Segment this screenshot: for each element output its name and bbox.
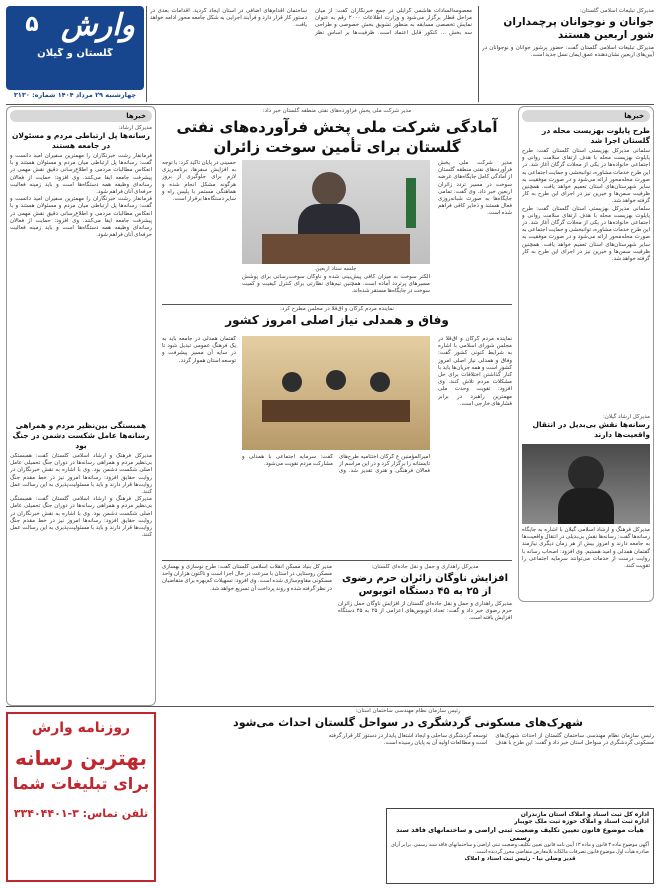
bottom-text: رئیس سازمان نظام مهندسی ساختمان گلستان از احداث شهرک‌های مسکونی گردشگری در سواحل استان خبر داد و گفت: این طرح با هدف توسعه گردشگری ساحلی و ایجاد اشتغال پایدار در دستور کار قرار گرفته است و مطالعات اولیه آن به پایان رسیده است. — [328, 733, 654, 747]
middle-col1: نماینده مردم گرگان و آق‌قلا در مجلس شورای اسلامی با اشاره به شرایط کنونی کشور گفت: وفاق و همدلی نیاز اصلی امروز کشور است و همه جریان‌ها باید با کنار گذاشتن اختلافات برای حل مشکلات مردم تلاش کنند. وی افزود: تقویت وحدت ملی مهمترین راهبرد در برابر فشارهای خارجی است. — [438, 336, 512, 407]
top-left-article-text: معصومه‌السادات هاشمی گرایلی در جمع خبرنگاران گفت: از میان مراحل قطار برگزار می‌شود و وزارت اطلاعات ۲۰۰۰ رقم به عنوان نمایش تخصصی مسابقه به منظور تشویق بخش خصوصی و طراحی سه بخش ... کنکور قابل اعتماد است. ظرفیت‌ها بر اساس نظر ساختمان اقدام‌های اضافی در استان ایجاد گردید. اقدامات بعدی در دستور کار قرار دارد و فرآیند اجرایی به شکل جامعه محور ادامه خواهد یافت. — [150, 8, 472, 36]
top-right-article — [482, 6, 654, 102]
masthead-logo: وارش — [61, 8, 135, 43]
lead-col2: الکتر سوخت به میزان کافی پیش‌بینی شده و ناوگان سوخت‌رسانی برای پوشش مسیرهای پرتردد آماده است. همچنین تیم‌های نظارتی برای کنترل کیفیت و کمیت سوخت در جایگاه‌ها مستقر شده‌اند. — [242, 274, 430, 295]
middle-photo — [242, 336, 430, 450]
issue-label: شماره: — [32, 91, 56, 99]
left-item2-title: همبستگی بین‌نظیر مردم و همراهی رسانه‌ها عامل شکست دشمن در جنگ بود — [12, 421, 150, 450]
left-item1-text — [10, 153, 152, 415]
ad-line2: بهترین رسانه — [14, 746, 148, 770]
news-item1-text — [522, 148, 650, 410]
news-item1-body: سلمانی مدیرکل بهزیستی استان گلستان گفت: طرح پایلوت بهزیست محله با هدف ارتقای سلامت روانی و اجتماعی خانواده‌ها در یکی از محلات گرگان آغاز شد. در این طرح خدمات مشاوره، توانبخشی و حمایت اجتماعی به صورت محله‌محور ارائه می‌شود و در صورت موفقیت به سایر شهرستان‌های استان تعمیم خواهد یافت. همچنین ظرفیت سمن‌ها و خیرین نیز در اجرای این طرح به کار گرفته خواهد شد. — [522, 148, 650, 205]
lower-mid-article — [338, 564, 512, 702]
news-box — [518, 106, 654, 602]
lead-caption: جلسه ستاد اربعین — [315, 266, 357, 272]
bottom-kicker: رئیس سازمان نظام مهندسی ساختمان استان: — [355, 708, 461, 714]
lower-mid-title: افزایش ناوگان زائران حرم رضوی از ۲۵ به ۴۵ دستگاه اتوبوس — [341, 573, 508, 597]
left-item2-body: مدیرکل فرهنگ و ارشاد اسلامی گلستان گفت: همبستگی بی‌نظیر مردم و همراهی رسانه‌ها در دوران جنگ تحمیلی عامل اصلی شکست دشمن بود. وی با اشاره به نقش خبرنگاران در روایت حقایق افزود: رسانه‌ها امروز نیز در خط مقدم جنگ روایت‌ها قرار دارند و باید با مسئولیت‌پذیری به این رسالت عمل کنند. — [10, 453, 152, 496]
page-number: ۵ — [25, 12, 39, 37]
top-left-article — [150, 8, 472, 100]
bottom-story — [162, 708, 654, 808]
lower-left-article: مدیر کل بنیاد مسکن انقلاب اسلامی گلستان گفت: طرح نوسازی و بهسازی مسکن روستایی در استان با سرعت در حال اجرا است و تاکنون هزاران واحد مسکونی مقاوم‌سازی شده است. وی افزود: تسهیلات کم‌بهره برای متقاضیان در نظر گرفته شده و روند پرداخت آن تسریع خواهد شد. — [162, 564, 332, 592]
legal-dept: اداره ثبت اسناد و املاک حوزه ثبت ملک جویبار — [514, 818, 649, 825]
lower-mid-text: مدیرکل راهداری و حمل و نقل جاده‌ای گلستان از افزایش ناوگان حمل زائران حرم رضوی خبر داد و گفت: تعداد اتوبوس‌های اعزامی از ۲۵ به ۴۵ دستگاه افزایش یافته است. — [338, 601, 512, 622]
middle-title: وفاق و همدلی نیاز اصلی امروز کشور — [225, 313, 449, 327]
legal-text: آگهی موضوع ماده ۳ قانون و ماده ۱۳ آیین نامه قانون تعیین تکلیف وضعیت ثبتی اراضی و ساختمانهای فاقد سند رسمی. برابر آرای صادره هیأت اول موضوع قانون تصرفات مالکانه بلامعارض متقاضی محرز گردیده است. — [391, 842, 649, 855]
lead-photo — [242, 160, 430, 264]
ad-box — [6, 712, 156, 882]
masthead — [6, 6, 144, 90]
masthead-dateline — [6, 91, 144, 103]
news-item1-title: طرح پایلوت بهزیست محله در گلستان اجرا شد — [542, 126, 650, 145]
middle-kicker: نماینده مردم گرگان و آق‌قلا در مجلس مطرح کرد: — [280, 306, 394, 312]
lead-title: آمادگی شرکت ملی پخش فرآورده‌های نفتی گلستان برای تأمین سوخت زائران — [176, 118, 498, 156]
ad-line3: برای تبلیغات شما — [12, 774, 150, 793]
legal-office: اداره کل ثبت اسناد و املاک استان مازندران — [520, 811, 649, 818]
middle-col2: امیرالمؤمنین ع گرگان اختتامیه طرح‌های تابستانه را برگزار کرد و در این مراسم از فعالان فرهنگی و هنری تقدیر شد. وی گفت: سرمایه اجتماعی با همدلی و مشارکت مردم تقویت می‌شود. — [242, 454, 430, 475]
news-item1-body-cont: سلمانی مدیرکل بهزیستی استان گلستان گفت: طرح پایلوت بهزیست محله با هدف ارتقای سلامت روانی و اجتماعی خانواده‌ها در یکی از محلات گرگان آغاز شد. در این طرح خدمات مشاوره، توانبخشی و حمایت اجتماعی به صورت محله‌محور ارائه می‌شود و در صورت موفقیت به سایر شهرستان‌های استان تعمیم خواهد یافت. همچنین ظرفیت سمن‌ها و خیرین نیز در اجرای این طرح به کار گرفته خواهد شد. — [522, 205, 650, 263]
section-title: گلستان و گیلان — [37, 48, 113, 59]
left-item1-body: فرمانفار رشت خبرنگاران را مهمترین سفیران امید دانست و گفت: رسانه‌ها پل ارتباطی میان مردم و مسئولان هستند و با انعکاس مطالبات مردمی و اطلاع‌رسانی دقیق نقش مهمی در پیشرفت جامعه ایفا می‌کنند. وی افزود: حمایت از فعالان رسانه‌ای وظیفه همه دستگاه‌ها است و باید زمینه فعالیت حرفه‌ای آنان فراهم شود. — [10, 153, 152, 196]
top-right-title: جوانان و نوجوانان پرچمداران شور اربعین هستند — [503, 16, 654, 41]
left-item1-body-cont: فرمانفار رشت خبرنگاران را مهمترین سفیران امید دانست و گفت: رسانه‌ها پل ارتباطی میان مردم و مسئولان هستند و با انعکاس مطالبات مردمی و اطلاع‌رسانی دقیق نقش مهمی در پیشرفت جامعه ایفا می‌کنند. وی افزود: حمایت از فعالان رسانه‌ای وظیفه همه دستگاه‌ها است و باید زمینه فعالیت حرفه‌ای آنان فراهم شود. — [10, 196, 152, 239]
news-item2-kicker: مدیرکل ارشاد گیلان: — [602, 414, 650, 420]
top-right-kicker: مدیرکل تبلیغات اسلامی گلستان: — [579, 8, 654, 14]
legal-signature: قدیر وصلی نیا - رئیس ثبت اسناد و املاک — [464, 856, 576, 862]
lead-kicker: مدیر شرکت ملی پخش فراورده‌های نفتی منطقه گلستان خبر داد: — [262, 108, 412, 114]
ad-line4: تلفن تماس: ۳-۳۳۴۰۴۴۰۱ — [13, 807, 149, 820]
left-item1-title: رسانه‌ها پل ارتباطی مردم و مسئولان در جامعه هستند — [11, 131, 151, 150]
news-box-header: خبرها — [522, 110, 650, 122]
top-right-text: مدیرکل تبلیغات اسلامی گلستان گفت: حضور پرشور جوانان و نوجوانان در آیین‌های اربعین نشان‌دهنده عمق ایمان نسل جدید است. — [482, 45, 654, 59]
news-item2-photo — [522, 444, 650, 524]
left-item2-body-cont: مدیرکل فرهنگ و ارشاد اسلامی گلستان گفت: همبستگی بی‌نظیر مردم و همراهی رسانه‌ها در دوران جنگ تحمیلی عامل اصلی شکست دشمن بود. وی با اشاره به نقش خبرنگاران در روایت حقایق افزود: رسانه‌ها امروز نیز در خط مقدم جنگ روایت‌ها قرار دارند و باید با مسئولیت‌پذیری به این رسالت عمل کنند. — [10, 496, 152, 539]
lead-col3: حسینی در پایان تأکید کرد: با توجه به افزایش سفرها، برنامه‌ریزی لازم برای جلوگیری از بروز هرگونه مشکل انجام شده و هماهنگی مستمر با پلیس راه و سایر دستگاه‌ها برقرار است. — [162, 160, 236, 203]
lead-story — [162, 106, 512, 302]
bottom-title: شهرک‌های مسکونی گردشگری در سواحل گلستان احداث می‌شود — [233, 716, 583, 729]
middle-col3: گفتمان همدلی در جامعه باید به یک فرهنگ عمومی تبدیل شود تا در سایه آن مسیر پیشرفت و توسعه استان هموار گردد. — [162, 336, 236, 364]
left-item2-text — [10, 453, 152, 683]
lower-mid-kicker: مدیرکل راهداری و حمل و نقل جاده‌ای گلستان: — [371, 564, 479, 570]
legal-title: هیأت موضوع قانون تعیین تکلیف وضعیت ثبتی اراضی و ساختمانهای فاقد سند رسمی — [396, 826, 644, 842]
legal-notice — [386, 808, 654, 884]
issue-number: ۳۱۳۰ — [13, 91, 30, 99]
lead-col1: مدیر شرکت ملی پخش فرآورده‌های نفتی منطقه گلستان از آمادگی کامل جایگاه‌های عرضه سوخت در مسیر تردد زائران اربعین خبر داد. وی گفت: تمامی جایگاه‌ها به صورت شبانه‌روزی فعال هستند و ذخایر کافی فراهم شده است. — [438, 160, 512, 217]
date-line: چهارشنبه ۲۹ مرداد ۱۴۰۴ — [57, 91, 137, 99]
left-column — [6, 106, 156, 706]
news-item2-text: مدیرکل فرهنگ و ارشاد اسلامی گیلان با اشاره به جایگاه رسانه‌ها گفت: رسانه‌ها نقش بی‌بدیلی در انتقال واقعیت‌ها به جامعه دارند و امروز بیش از هر زمان دیگری نیازمند گفتمان همدلی و امید هستیم. وی افزود: اصحاب رسانه با روایت درست از خدمات می‌توانند سرمایه اجتماعی را تقویت کنند. — [522, 527, 650, 570]
left-column-header: خبرها — [10, 110, 152, 122]
ad-line1: روزنامه وارش — [31, 720, 131, 736]
left-item1-kicker: مدیرکل ارشاد: — [118, 125, 152, 131]
middle-story — [162, 306, 512, 558]
news-item2-title: رسانه‌ها نقش بی‌بدیل در انتقال واقعیت‌ها دارند — [532, 420, 650, 439]
